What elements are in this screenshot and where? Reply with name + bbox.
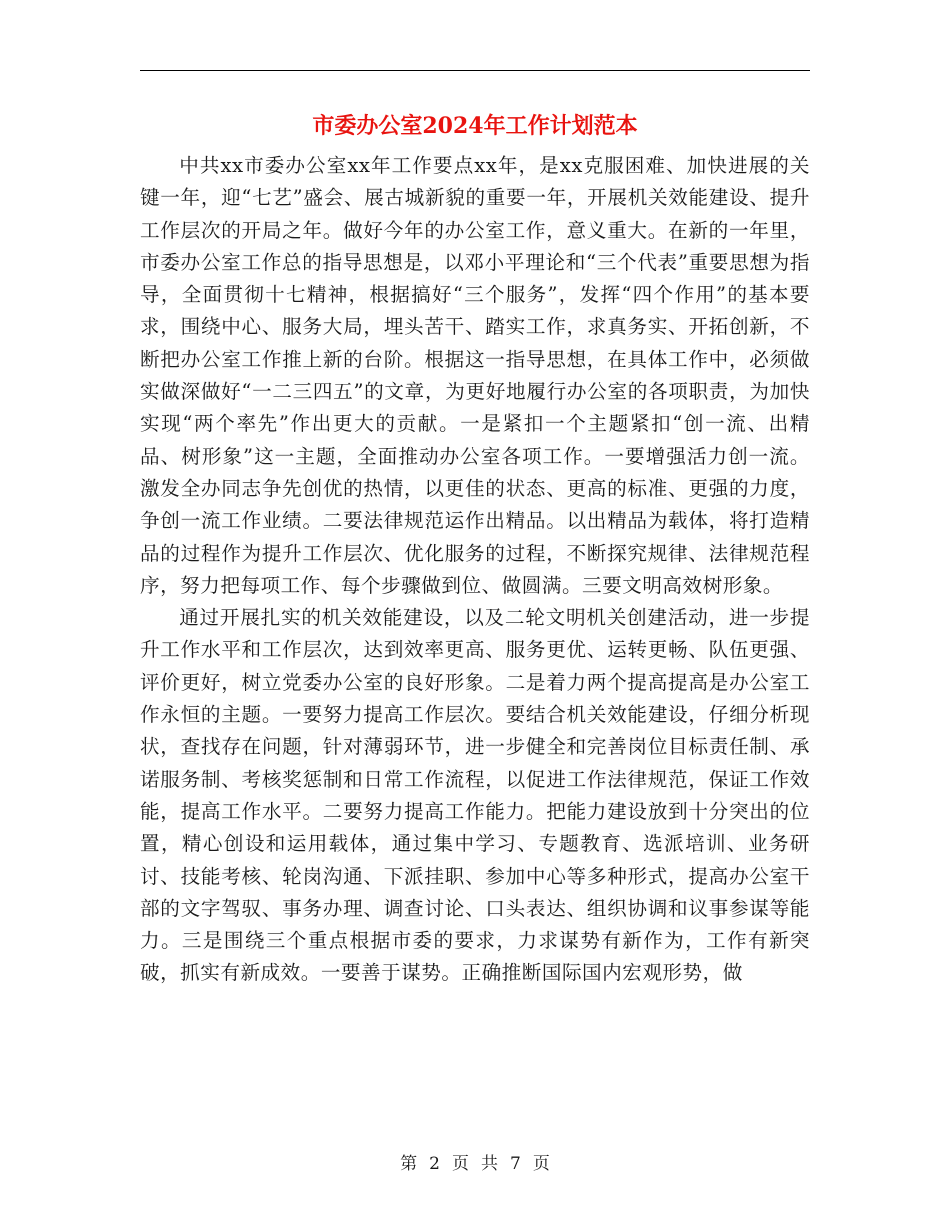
footer-prefix: 第 — [400, 1154, 418, 1174]
footer-total-word: 共 — [481, 1154, 498, 1174]
header-rule — [140, 70, 810, 71]
footer-page-word: 页 — [452, 1154, 469, 1174]
paragraph-1: 中共xx市委办公室xx年工作要点xx年，是xx克服困难、加快进展的关键一年，迎“七艺”盛会、展古城新貌的重要一年，开展机关效能建设、提升工作层次的开局之年。做好今年的办公室工作，意义重大。在新的一年里，市委办公室工作总的指导思想是，以邓小平理论和“三个代表”重要思想为指导，全面贯彻十七精神，根据搞好“三个服务”，发挥“四个作用”的基本要求，围绕中心、服务大局，埋头苦干、踏实工作，求真务实、开拓创新，不断把办公室工作推上新的台阶。根据这一指导思想，在具体工作中，必须做实做深做好“一二三四五”的文章，为更好地履行办公室的各项职责，为加快实现“两个率先”作出更大的贡献。一是紧扣一个主题紧扣“创一流、出精品、树形象”这一主题，全面推动办公室各项工作。一要增强活力创一流。激发全办同志争先创优的热情，以更佳的状态、更高的标准、更强的力度，争创一流工作业绩。二要法律规范运作出精品。以出精品为载体，将打造精品的过程作为提升工作层次、优化服务的过程，不断探究规律、法律规范程序，努力把每项工作、每个步骤做到位、做圆满。三要文明高效树形象。 — [140, 154, 810, 597]
document-title: 市委办公室2024年工作计划范本 — [312, 113, 638, 139]
paragraph-2: 通过开展扎实的机关效能建设，以及二轮文明机关创建活动，进一步提升工作水平和工作层次，达到效率更高、服务更优、运转更畅、队伍更强、评价更好，树立党委办公室的良好形象。二是着力两个提高提高是办公室工作永恒的主题。一要努力提高工作层次。要结合机关效能建设，仔细分析现状，查找存在问题，针对薄弱环节，进一步健全和完善岗位目标责任制、承诺服务制、考核奖惩制和日常工作流程，以促进工作法律规范，保证工作效能，提高工作水平。二要努力提高工作能力。把能力建设放到十分突出的位置，精心创设和运用载体，通过集中学习、专题教育、选派培训、业务研讨、技能考核、轮岗沟通、下派挂职、参加中心等多种形式，提高办公室干部的文字驾驭、事务办理、调查讨论、口头表达、组织协调和议事参谋等能力。三是围绕三个重点根据市委的要求，力求谋势有新作为，工作有新突破，抓实有新成效。一要善于谋势。正确推断国际国内宏观形势，做 — [140, 606, 810, 985]
current-page-number: 2 — [429, 1154, 440, 1174]
footer-suffix: 页 — [532, 1154, 550, 1174]
page-number-footer — [140, 1152, 810, 1176]
document-body — [140, 150, 810, 990]
total-page-count: 7 — [510, 1154, 521, 1174]
